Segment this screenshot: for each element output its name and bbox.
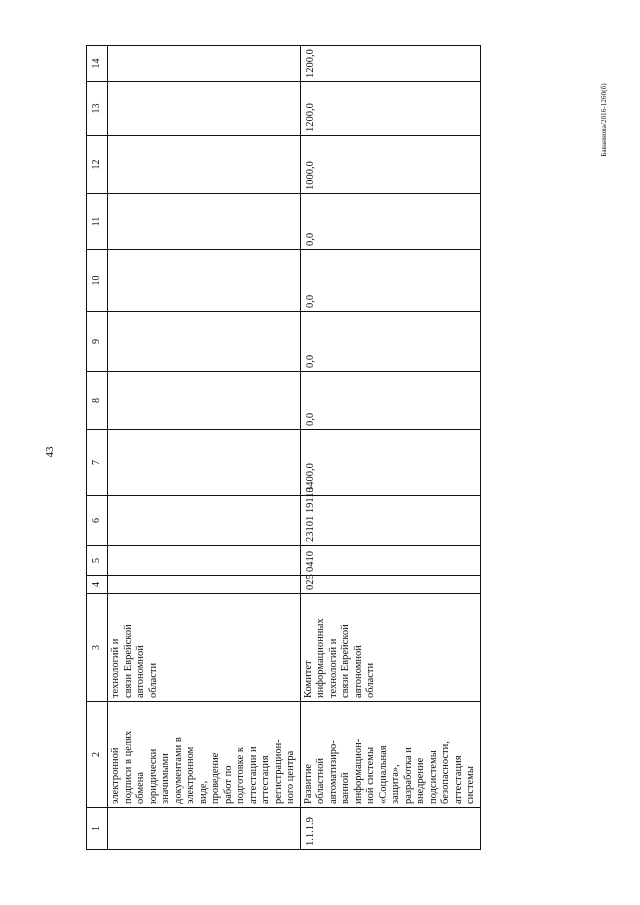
table-cell (108, 46, 301, 82)
budget-table-wrapper (86, 46, 476, 850)
table-cell (108, 546, 301, 576)
event-name-cell: электронной подписи в целях обмена юридически значимыми документами в электронном виде, проведение работ по подготовке к аттестации и аттестация регистрацион- ного центра (108, 702, 301, 808)
amount-cell: 1200,0 (300, 46, 480, 82)
budget-table (86, 45, 481, 850)
row-number-cell (108, 808, 301, 850)
code-cell: 0410 (300, 546, 480, 576)
header-cell: 7 (87, 430, 108, 496)
header-cell: 3 (87, 594, 108, 702)
table-cell (108, 372, 301, 430)
amount-cell: 0,0 (300, 250, 480, 312)
amount-cell: 1000,0 (300, 136, 480, 194)
header-cell: 9 (87, 312, 108, 372)
table-cell (108, 576, 301, 594)
table-cell (108, 430, 301, 496)
code-cell: 23101 19110 (300, 496, 480, 546)
table-cell (108, 496, 301, 546)
amount-cell: 0,0 (300, 194, 480, 250)
header-cell: 11 (87, 194, 108, 250)
amount-cell: 0,0 (300, 372, 480, 430)
executor-cell: технологий и связи Еврейской автономной области (108, 594, 301, 702)
header-cell: 6 (87, 496, 108, 546)
header-row (87, 46, 108, 850)
amount-cell: 3400,0 (300, 430, 480, 496)
table-cell (108, 136, 301, 194)
table-row-continued (108, 46, 301, 850)
header-cell: 10 (87, 250, 108, 312)
header-cell: 5 (87, 546, 108, 576)
executor-cell: Комитет информационных технологий и связи Еврейской автономной области (300, 594, 480, 702)
header-cell: 13 (87, 82, 108, 136)
code-cell: 025 (300, 576, 480, 594)
amount-cell: 0,0 (300, 312, 480, 372)
table-row-1-1-1-9 (300, 46, 480, 850)
table-cell (108, 250, 301, 312)
row-number-cell: 1.1.1.9 (300, 808, 480, 850)
event-name-cell: Развитие областной автоматизиро- ванной информацион- ной системы «Социальная защита», разработка и внедрение подсистемы безопасности, аттестация системы (300, 702, 480, 808)
header-cell: 4 (87, 576, 108, 594)
header-cell: 12 (87, 136, 108, 194)
header-cell: 8 (87, 372, 108, 430)
table-cell (108, 194, 301, 250)
header-cell: 2 (87, 702, 108, 808)
header-cell: 14 (87, 46, 108, 82)
table-cell (108, 82, 301, 136)
header-cell: 1 (87, 808, 108, 850)
table-cell (108, 312, 301, 372)
amount-cell: 1200,0 (300, 82, 480, 136)
